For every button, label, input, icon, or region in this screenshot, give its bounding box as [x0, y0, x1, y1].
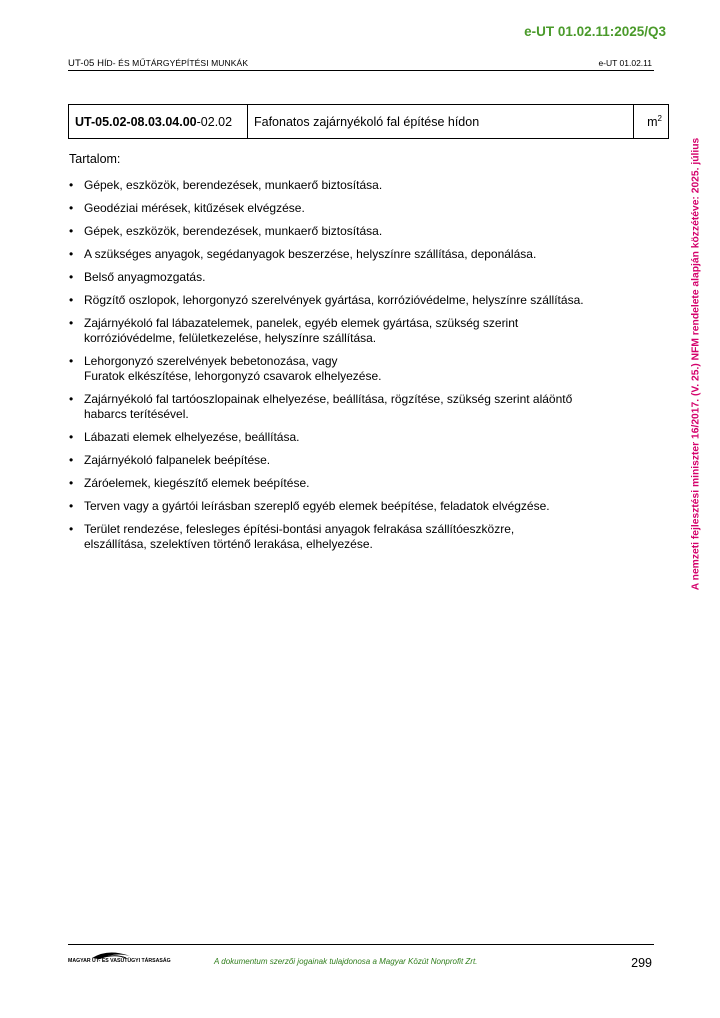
list-item — [68, 316, 658, 346]
list-item-line: elszállítása, szelektíven történő lerakása, elhelyezése. — [84, 537, 373, 551]
list-item — [68, 224, 658, 239]
list-item-line: • Lábazati elemek elhelyezése, beállítása. — [84, 430, 300, 444]
list-item-line: • Geodéziai mérések, kitűzések elvégzése. — [84, 201, 305, 215]
list-item — [68, 178, 658, 193]
item-code: UT-05.02-08.03.04.00 — [75, 114, 197, 129]
list-item — [68, 522, 658, 552]
list-item-line: • A szükséges anyagok, segédanyagok beszerzése, helyszínre szállítása, deponálása. — [84, 247, 537, 261]
page-number: 299 — [631, 956, 652, 970]
section-header-rest: ÍD- ÉS MŰTÁRGYÉPÍTÉSI MUNKÁK — [104, 58, 249, 68]
list-item — [68, 201, 658, 216]
list-item — [68, 453, 658, 468]
list-item — [68, 293, 658, 308]
list-item-line: • Terület rendezése, felesleges építési-bontási anyagok felrakása szállítóeszközre, — [84, 522, 515, 536]
side-note: A nemzeti fejlesztési miniszter 16/2017. (V. 25.) NFM rendelete alapján közzétéve: 2025. július — [690, 137, 702, 591]
item-table — [68, 104, 669, 139]
item-code-cell — [69, 105, 248, 139]
list-item — [68, 499, 658, 514]
document-code: e-UT 01.02.11:2025/Q3 — [524, 24, 666, 39]
list-item-line: Furatok elkészítése, lehorgonyzó csavarok elhelyezése. — [84, 369, 382, 383]
list-item — [68, 354, 658, 384]
list-item-line: • Belső anyagmozgatás. — [84, 270, 206, 284]
list-item-line: • Lehorgonyzó szerelvények bebetonozása, vagy — [84, 354, 338, 368]
footer-divider — [68, 944, 654, 945]
item-unit-exponent: 2 — [657, 113, 662, 123]
item-unit-cell — [634, 105, 669, 139]
content-list — [68, 170, 658, 552]
item-unit: m — [647, 115, 658, 130]
list-item-line: • Zajárnyékoló fal tartóoszlopainak elhelyezése, beállítása, rögzítése, szükség szerint aláöntő — [84, 392, 573, 406]
list-item-line: habarcs terítésével. — [84, 407, 189, 421]
section-header — [68, 58, 248, 69]
item-row — [69, 105, 669, 139]
side-note-container — [686, 96, 706, 632]
society-logo-text: MAGYAR UT- ÉS VASÚTÜGYI TÁRSASÁG — [68, 958, 171, 964]
item-title: Fafonatos zajárnyékoló fal építése hídon — [248, 105, 634, 139]
header-right-code: e-UT 01.02.11 — [598, 58, 652, 68]
list-item-line: • Terven vagy a gyártói leírásban szereplő egyéb elemek beépítése, feladatok elvégzése. — [84, 499, 550, 513]
list-item-line: • Záróelemek, kiegészítő elemek beépítése. — [84, 476, 310, 490]
section-header-prefix: UT-05 H — [68, 58, 105, 69]
list-item-line: • Gépek, eszközök, berendezések, munkaerő biztosítása. — [84, 224, 383, 238]
list-item-line: • Zajárnyékoló falpanelek beépítése. — [84, 453, 271, 467]
list-item-line: • Rögzítő oszlopok, lehorgonyzó szerelvények gyártása, korrózióvédelme, helyszínre szállítása. — [84, 293, 584, 307]
list-item — [68, 476, 658, 491]
list-item — [68, 430, 658, 445]
list-item-line: • Gépek, eszközök, berendezések, munkaerő biztosítása. — [84, 178, 383, 192]
copyright-notice: A dokumentum szerzői jogainak tulajdonosa a Magyar Közút Nonprofit Zrt. — [214, 957, 478, 966]
list-item — [68, 270, 658, 285]
content-title: Tartalom: — [69, 152, 121, 166]
list-item-line: • Zajárnyékoló fal lábazatelemek, panelek, egyéb elemek gyártása, szükség szerint — [84, 316, 519, 330]
list-item-line: korrózióvédelme, felületkezelése, helyszínre szállítása. — [84, 331, 377, 345]
header-divider — [68, 70, 654, 71]
item-code-suffix: -02.02 — [196, 114, 233, 129]
list-item — [68, 247, 658, 262]
list-item — [68, 392, 658, 422]
